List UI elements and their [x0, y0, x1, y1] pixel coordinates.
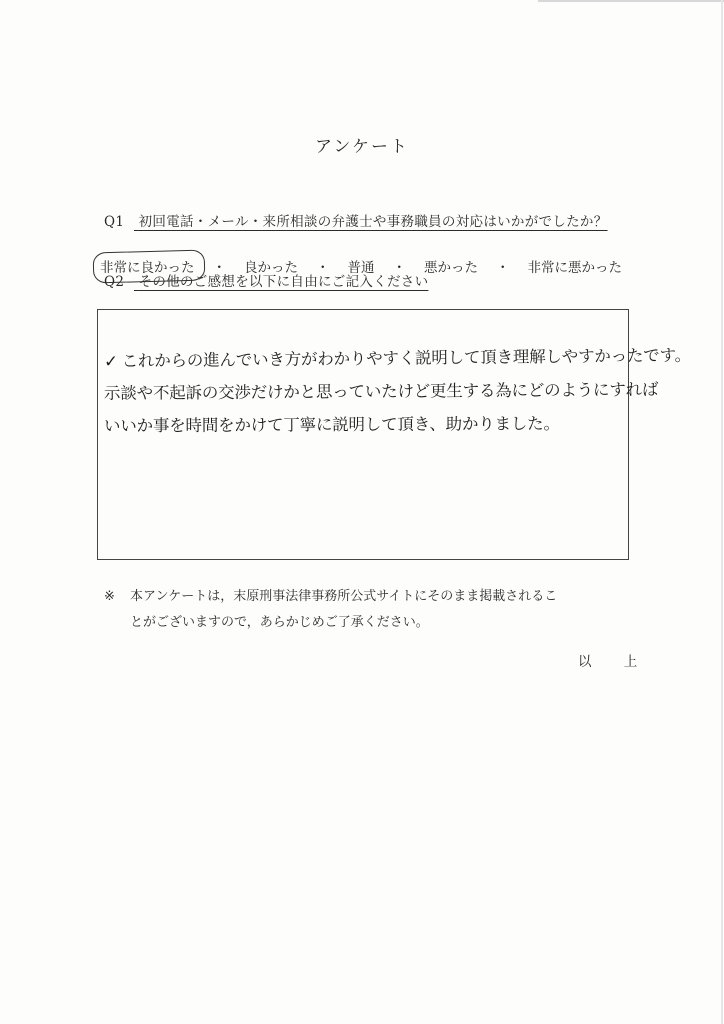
option-separator: ・: [496, 260, 510, 276]
reference-mark-icon: ※: [104, 589, 115, 604]
page-title: アンケート: [315, 137, 409, 157]
option-average[interactable]: 普通: [347, 260, 375, 276]
answer-text-1: これからの進んでいき方がわかりやすく説明して頂き理解しやすかったです。: [121, 345, 691, 371]
question-2-text: その他のご感想を以下に自由にご記入ください: [138, 274, 429, 290]
option-separator: ・: [392, 260, 406, 276]
handwritten-answer-line-2: 示談や不起訴の交渉だけかと思っていたけど更生する為にどのようにすれば: [103, 380, 659, 403]
option-separator: ・: [316, 260, 330, 276]
option-very-bad[interactable]: 非常に悪かった: [527, 260, 622, 276]
option-good[interactable]: 良かった: [244, 260, 298, 276]
closing-mark: 以 上: [578, 654, 652, 670]
question-2-number: Q2: [104, 274, 125, 290]
handwritten-answer-line-3: いいか事を時間をかけて丁寧に説明して頂き、助かりました。: [103, 414, 560, 436]
disclaimer-line-1: [104, 584, 630, 610]
question-1: [104, 210, 608, 230]
question-1-number: Q1: [104, 214, 125, 230]
option-separator: ・: [212, 260, 226, 276]
scan-edge-top: [538, 0, 724, 2]
disclaimer-line-2: とがございますので，あらかじめご了承ください。: [130, 615, 429, 630]
question-2: [104, 270, 428, 290]
option-very-good[interactable]: 非常に良かった: [96, 254, 199, 278]
disclaimer-note: [104, 584, 630, 636]
option-bad[interactable]: 悪かった: [424, 260, 478, 276]
question-1-text: 初回電話・メール・来所相談の弁護士や事務職員の対応はいかがでしたか？: [138, 214, 608, 230]
check-mark-icon: ✓: [103, 351, 118, 371]
disclaimer-text-1: 本アンケートは，末原刑事法律事務所公式サイトにそのまま掲載されるこ: [130, 589, 558, 604]
